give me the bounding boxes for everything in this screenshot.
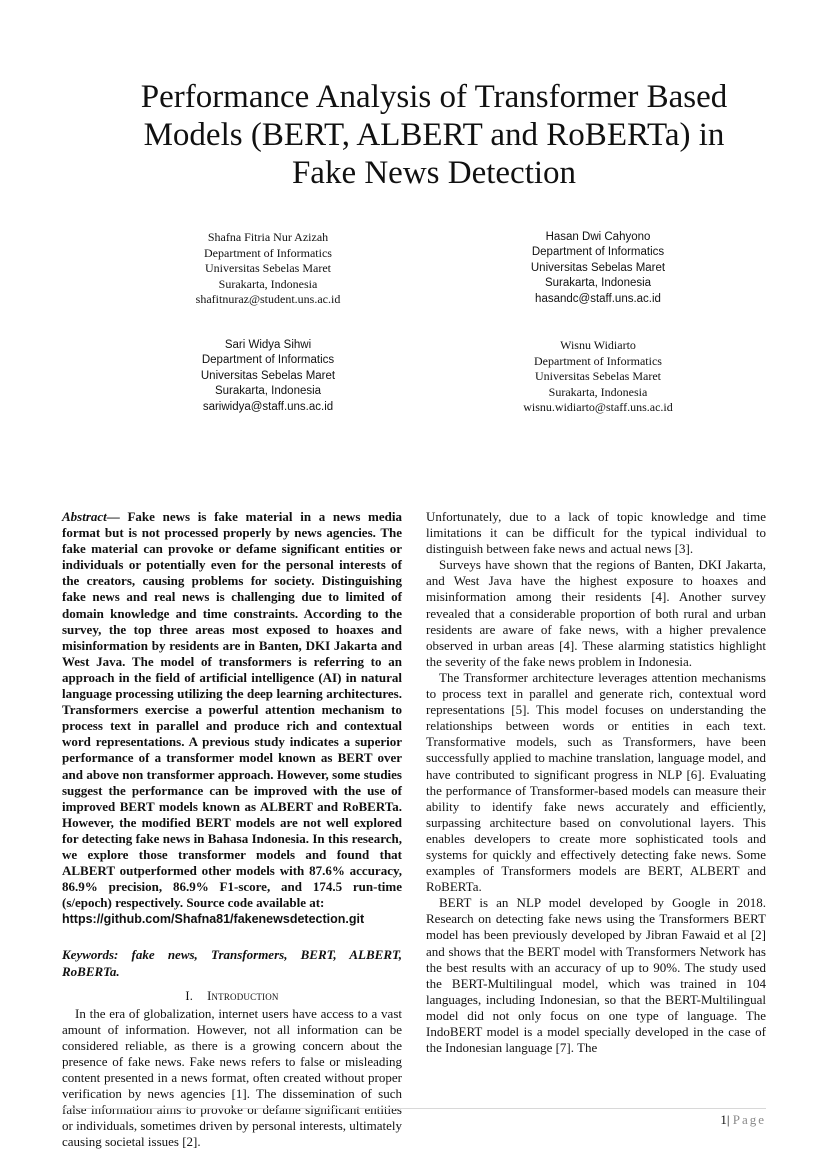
author-name: Hasan Dwi Cahyono: [545, 231, 651, 243]
surveys-paragraph: Surveys have shown that the regions of Banten, DKI Jakarta, and West Java have the highest exposure to hoaxes and misinformation among their residents [4]. Another survey revealed that a considerable proportion of both rural and urban residents are aware of fake news, with a higher prevalence observed in urban areas [4]. These alarming statistics highlight the severity of the fake news problem in Indonesia.: [426, 557, 766, 669]
author-block-2: [468, 230, 728, 307]
section-title: Introduction: [207, 988, 279, 1003]
abstract-text: Fake news is fake material in a news media format but is not processed properly by news agencies. The fake material can provoke or defame significant entities or individuals or potentially even for the personal interests of the creators, causing problems for society. Distinguishing fake news and real news is challenging due to limited of domain knowledge and time constraints. According to the survey, the top three areas most exposed to hoaxes and misinformation by residents are in Banten, DKI Jakarta and West Java. The model of transformers is referring to an approach in the field of artificial intelligence (AI) in natural language processing utilizing the deep learning architectures. Transformers exercise a powerful attention mechanism to process text in parallel and produce rich and contextual word representations. A previous study indicates a superior performance of a transformer model known as BERT over and above non transformer approach. However, some studies suggest the performance can be improved with the use of improved BERT models known as ALBERT and RoBERTa. However, the modified BERT models are not well explored for detecting fake news in Bahasa Indonesia. In this research, we explore those transformer models and found that ALBERT outperformed other models with 87.6% accuracy, 86.9% precision, 86.9% F1-score, and 174.5 run-time (s/epoch) respectively. Source code available at:: [62, 509, 402, 911]
author-university: Universitas Sebelas Maret: [205, 261, 331, 276]
author-department: Department of Informatics: [204, 245, 332, 260]
author-block-1: [138, 230, 398, 308]
author-city: Surakarta, Indonesia: [548, 384, 648, 399]
author-name: Sari Widya Sihwi: [224, 339, 312, 351]
right-column: [426, 509, 766, 1056]
author-department: Department of Informatics: [531, 246, 665, 259]
keywords: Keywords: fake news, Transformers, BERT, ALBERT, RoBERTa.: [62, 947, 402, 979]
author-block-3: [138, 338, 398, 415]
intro-paragraph-1-continued: Unfortunately, due to a lack of topic knowledge and time limitations it can be difficult for the typical individual to distinguish between fake news and actual news [3].: [426, 509, 766, 557]
page-footer: [720, 1112, 766, 1128]
paper-title: Performance Analysis of Transformer Based Models (BERT, ALBERT and RoBERTa) in Fake News Detection: [140, 79, 728, 191]
author-block-4: [468, 338, 728, 416]
abstract-dash: —: [106, 509, 128, 524]
author-city: Surakarta, Indonesia: [218, 276, 318, 291]
author-department: Department of Informatics: [201, 354, 335, 367]
author-department: Department of Informatics: [534, 353, 662, 368]
page-separator: |: [726, 1112, 730, 1127]
abstract-label: Abstract: [62, 509, 107, 524]
left-column: [62, 509, 402, 1151]
author-name: Wisnu Widiarto: [560, 338, 636, 352]
section-heading-introduction: [62, 988, 402, 1004]
section-number: I.: [185, 988, 194, 1003]
author-city: Surakarta, Indonesia: [544, 277, 652, 290]
author-name: Shafna Fitria Nur Azizah: [207, 230, 329, 244]
page-number: 1: [720, 1112, 727, 1127]
author-university: Universitas Sebelas Maret: [200, 369, 336, 382]
author-email: hasandc@staff.uns.ac.id: [535, 292, 661, 305]
author-email: shafitnuraz@student.uns.ac.id: [195, 292, 341, 307]
abstract: [62, 509, 402, 927]
transformer-paragraph: The Transformer architecture leverages attention mechanisms to process text in parallel and generate rich, contextual word representations [5]. This model focuses on understanding the relationships between words or entities in each text. Transformative models, such as Transformers, have been successfully applied to machine translation, language model, and have contributed to significant progress in NLP [6]. Evaluating the performance of Transformer-based models can measure their ability to identify fake news accurately and efficiently, surpassing architecture based on convolutional layers. This enables developers to create more sophisticated tools and systems for quickly and effectively detecting fake news. Some examples of Transformers models are BERT, ALBERT and RoBERTa.: [426, 669, 766, 895]
intro-paragraph-1: In the era of globalization, internet users have access to a vast amount of information. However, not all information can be considered reliable, as there is a growing concern about the presence of fake news. Fake news refers to false or misleading content presented in a news format, often created without proper verification by news agencies [1]. The dissemination of such false information aims to provoke or defame significant entities or individuals, sometimes driven by personal interests, ultimately causing societal issues [2].: [62, 1005, 402, 1150]
footer-divider: [62, 1108, 766, 1109]
bert-paragraph: BERT is an NLP model developed by Google in 2018. Research on detecting fake news using the Transformers BERT model has been previously developed by Jibran Fawaid et al [2] and shows that the BERT model with Transformers Network has the best results with an accuracy of up to 90%. The study used the BERT-Multilingual model, which was trained in 104 languages, including Indonesian, so that the BERT-Multilingual model did not only focus on one type of language. The IndoBERT model is a model specially developed in the case of the Indonesian language [7]. The: [426, 895, 766, 1056]
source-code-link[interactable]: https://github.com/Shafna81/fakenewsdetection.git: [62, 912, 365, 927]
author-city: Surakarta, Indonesia: [214, 385, 322, 398]
author-email: sariwidya@staff.uns.ac.id: [202, 400, 334, 413]
page-label: Page: [732, 1112, 766, 1127]
author-email: wisnu.widiarto@staff.uns.ac.id: [523, 400, 673, 415]
author-university: Universitas Sebelas Maret: [530, 261, 666, 274]
author-university: Universitas Sebelas Maret: [535, 369, 661, 384]
